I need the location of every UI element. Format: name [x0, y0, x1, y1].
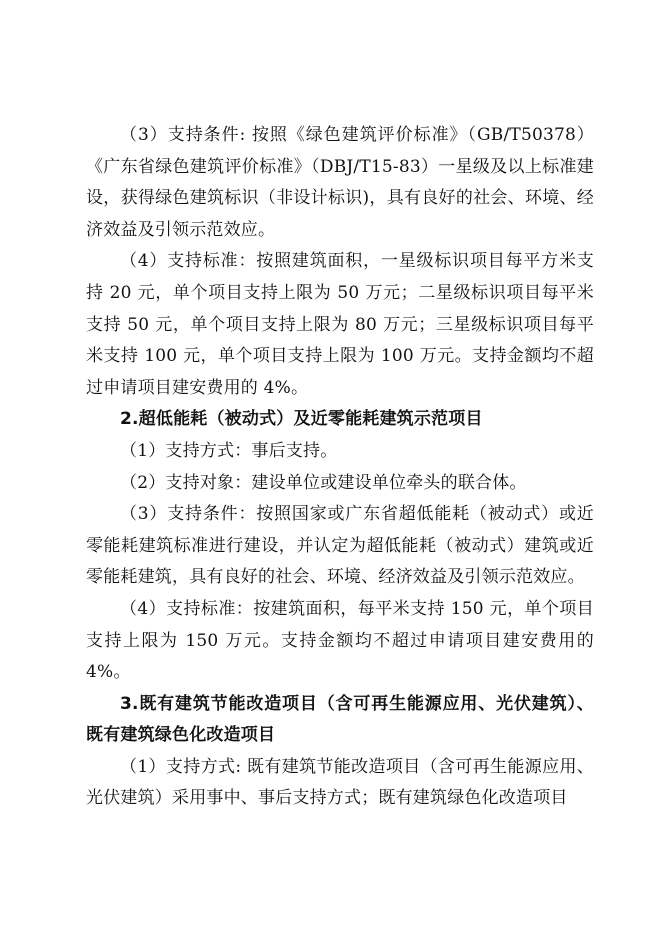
paragraph-support-method: （1）支持方式：事后支持。 — [120, 440, 338, 461]
paragraph-support-standard-ultra-low: （4）支持标准：按建筑面积，每平米支持 150 元，单个项目支持上限为 150 万元。支持金额均不超过申请项目建安费用的 4%。 — [86, 598, 594, 683]
paragraph-support-standard-green: （4）支持标准：按照建筑面积，一星级标识项目每平方米支持 20 元，单个项目支持上限为 50 万元；二星级标识项目每平米支持 50 元，单个项目支持上限为 80 万元；三星级标识项目每平米支持 100 元，单个项目支持上限为 100 万元。支持金额均不超过申请项目建安费用的 4%。 — [86, 251, 594, 398]
paragraph-support-target: （2）支持对象：建设单位或建设单位牵头的联合体。 — [120, 472, 527, 493]
paragraph-support-conditions-green: （3）支持条件: 按照《绿色建筑评价标准》（GB/T50378）《广东省绿色建筑评价标准》（DBJ/T15-83）一星级及以上标准建设，获得绿色建筑标识（非设计标识)，具有良好的社会、环境、经济效益及引领示范效应。 — [86, 125, 594, 240]
paragraph-support-conditions-ultra-low: （3）支持条件：按照国家或广东省超低能耗（被动式）或近零能耗建筑标准进行建设，并认定为超低能耗（被动式）建筑或近零能耗建筑，具有良好的社会、环境、经济效益及引领示范效应。 — [86, 504, 594, 588]
section-heading-retrofit: 3.既有建筑节能改造项目（含可再生能源应用、光伏建筑）、既有建筑绿色化改造项目 — [86, 693, 594, 746]
document-page — [86, 120, 594, 815]
paragraph-support-method-retrofit: （1）支持方式: 既有建筑节能改造项目（含可再生能源应用、光伏建筑）采用事中、事后支持方式；既有建筑绿色化改造项目 — [86, 756, 594, 809]
section-heading-ultra-low-energy: 2.超低能耗（被动式）及近零能耗建筑示范项目 — [120, 409, 483, 430]
